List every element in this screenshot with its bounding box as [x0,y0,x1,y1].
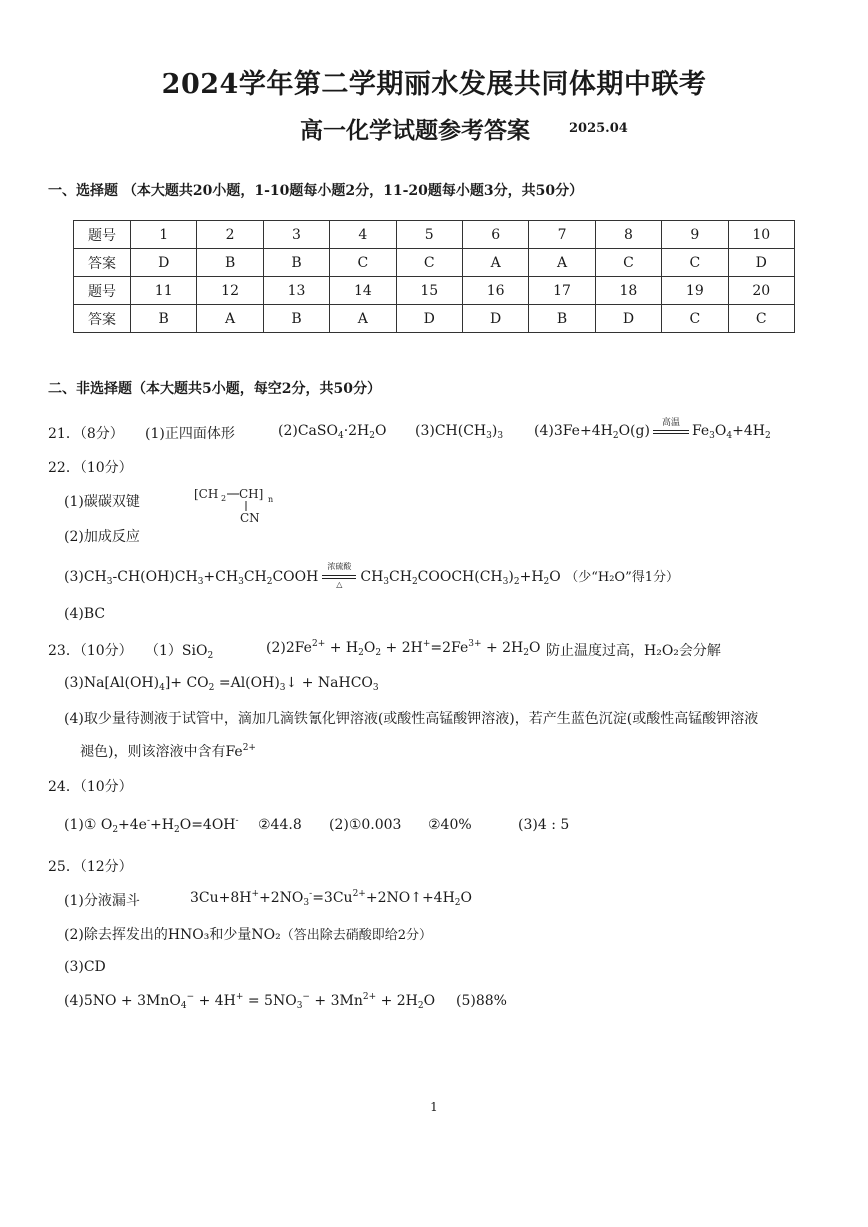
section1-heading: 一、选择题 （本大题共20小题，1-10题每小题2分，11-20题每小题3分，共50分） [48,183,584,199]
table-cell: B [263,249,329,277]
table-cell: C [330,249,396,277]
section2-heading: 二、非选择题（本大题共5小题，每空2分，共50分） [48,381,381,397]
q23-answer-1: （1）SiO$_2$ [145,643,214,661]
table-cell: 16 [462,277,528,305]
q22-answer-1: (1)碳碳双键 [64,494,140,510]
q22-answer-3: $(3)CH_3-CH(OH)CH_3+CH_3CH_2COOH$ 浓硫酸 △ $CH_3CH_2COOCH(CH_3)_2+H_2O$ （少“H₂O”得1分） [64,562,679,589]
q24-answer-5: (3)4 : 5 [518,817,570,833]
q25-answer-1: (1)分液漏斗 [64,893,140,909]
table-cell: B [529,305,595,333]
svg-text:CN: CN [240,511,260,525]
q23-answer-2: $(2)2Fe^{2+} + H_2O_2 + 2H^+=2Fe^{3+} + 2H_2O$ [266,639,541,658]
table-cell: A [197,305,263,333]
table-cell: D [462,305,528,333]
q24-answer-3: (2)①0.003 [329,817,402,833]
q23-answer-4: (4)取少量待测液于试管中，滴加几滴铁氰化钾溶液(或酸性高锰酸钾溶液)，若产生蓝色沉淀(或酸性高锰酸钾溶液 [64,711,759,727]
q23-answer-2-note: 防止温度过高，H₂O₂会分解 [546,643,721,659]
table-cell: 11 [131,277,197,305]
table-cell: A [462,249,528,277]
svg-text:CH]: CH] [239,487,264,501]
polymer-structure [190,478,280,528]
table-cell: 8 [595,221,661,249]
table-cell: D [131,249,197,277]
table-cell: B [131,305,197,333]
table-cell: 15 [396,277,462,305]
q23-answer-3: $(3)Na[Al(OH)_4]+ CO_2$ $=Al(OH)_3↓$ + NaHCO$_3$ [64,675,379,693]
table-cell: C [396,249,462,277]
table-cell: C [728,305,794,333]
table-cell: B [263,305,329,333]
exam-date: 2025.04 [569,121,628,136]
table-cell: 18 [595,277,661,305]
table-row [74,221,795,249]
row-label: 答案 [74,305,131,333]
table-cell: 7 [529,221,595,249]
q22-note: （少“H₂O”得1分） [565,570,679,585]
table-cell: 17 [529,277,595,305]
q21-answer-1: (1)正四面体形 [145,426,235,442]
table-cell: 3 [263,221,329,249]
page-subtitle: 高一化学试题参考答案 [300,117,530,144]
table-cell: 13 [263,277,329,305]
table-row [74,249,795,277]
row-label: 题号 [74,277,131,305]
table-row [74,277,795,305]
q22-answer-4: (4)BC [64,606,106,622]
table-cell: 5 [396,221,462,249]
q22-answer-2: (2)加成反应 [64,529,140,545]
q25-answer-2: (2)除去挥发出的HNO₃和少量NO₂（答出除去硝酸即给2分） [64,927,433,943]
row-label: 题号 [74,221,131,249]
table-cell: 6 [462,221,528,249]
svg-text:n: n [268,495,274,504]
table-cell: 9 [662,221,728,249]
table-cell: 4 [330,221,396,249]
row-label: 答案 [74,249,131,277]
q25-equation: $3Cu+8H^++2NO_3^-=3Cu^{2+}+2NO↑+4H_2O$ [190,889,473,908]
q25-number: 25．（12分） [48,859,133,875]
q21-answer-3: $(3)CH(CH_3)_3$ [415,423,504,441]
q21-answer-2: $(2)CaSO_4\cdot 2H_2O$ [278,423,387,441]
table-cell: 10 [728,221,794,249]
table-cell: 1 [131,221,197,249]
answer-table [73,220,795,333]
table-cell: A [529,249,595,277]
table-cell: D [595,305,661,333]
table-cell: 2 [197,221,263,249]
page-number: 1 [430,1100,438,1114]
table-cell: C [662,249,728,277]
q25-answer-5: (5)88% [456,993,507,1009]
table-cell: 12 [197,277,263,305]
table-cell: D [396,305,462,333]
q23-number: 23．（10分） [48,643,133,659]
q24-answer-4: ②40% [428,817,472,833]
q25-answer-3: (3)CD [64,959,106,975]
q23-answer-4-cont: 褪色)，则该溶液中含有$Fe^{2+}$ [80,743,256,760]
svg-text:2: 2 [221,494,227,503]
q25-answer-4: $(4)5NO + 3MnO_4^- + 4H^+ = 5NO_3^- + 3Mn^{2+} + 2H_2O$ [64,992,436,1011]
q24-answer-1: (1)① $O_2+4e^-+H_2O=4OH^-$ [64,816,239,835]
table-cell: 20 [728,277,794,305]
svg-text:[CH: [CH [194,487,219,501]
reaction-condition: 高温 [653,424,689,438]
table-cell: 19 [662,277,728,305]
q22-number: 22．（10分） [48,460,133,476]
table-cell: C [662,305,728,333]
table-cell: B [197,249,263,277]
page-title: 2024学年第二学期丽水发展共同体期中联考 [161,69,707,100]
table-row [74,305,795,333]
table-cell: D [728,249,794,277]
table-cell: C [595,249,661,277]
table-cell: 14 [330,277,396,305]
q21-number: 21．（8分） [48,426,124,442]
table-cell: A [330,305,396,333]
q25-note: （答出除去硝酸即给2分） [280,928,433,943]
q24-answer-2: ②44.8 [258,817,302,833]
q21-answer-4: $(4)3Fe+4H_2O(g)$ 高温 $Fe_3O_4+4H_2$ [534,418,771,441]
reversible-arrow: 浓硫酸 △ [320,569,358,585]
q24-number: 24．（10分） [48,779,133,795]
